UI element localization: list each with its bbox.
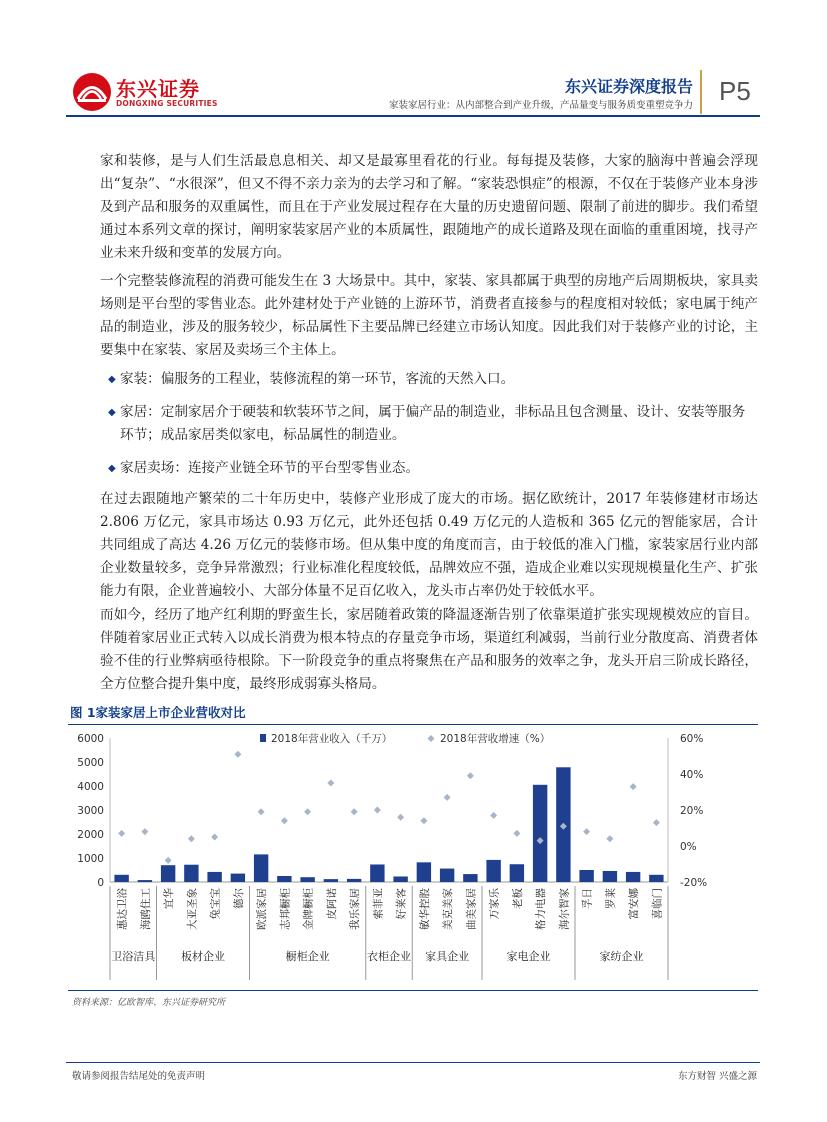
y-right-tick-label: 40% [680,769,704,781]
growth-dot [281,817,288,824]
growth-dot [467,772,474,779]
category-label: 富安娜 [628,888,641,920]
footer-disclaimer: 敬请参阅报告结尾处的免责声明 [72,1071,206,1082]
growth-dot [606,835,613,842]
report-title: 东兴证券深度报告 [564,77,693,96]
category-label: 皮阿诺 [325,888,338,920]
revenue-bar [114,875,128,882]
footer-slogan: 东方财智 兴盛之源 [677,1071,757,1082]
legend-bar-swatch [260,734,266,742]
revenue-bar [370,864,384,882]
y-left-tick-label: 5000 [77,757,104,769]
category-label: 罗莱 [604,888,617,909]
legend-dot-swatch [428,735,435,742]
revenue-bar [393,876,407,882]
company-logo-icon [72,72,112,112]
revenue-bars [114,767,663,882]
revenue-bar [579,870,593,882]
category-label: 好莱客 [395,888,408,920]
paragraph-1: 家和装修，是与人们生活最息息相关、却又是最寡里看花的行业。每每提及装修，大家的脑海中普遍会浮现出“复杂”、“水很深”，但又不得不亲力亲为的去学习和了解。“家装恐惧症”的根源，不仅在于装修产业本身涉及到产品和服务的双重属性，而且在于产业发展过程存在大量的历史遗留问题、限制了前进的脚步。我们希望通过本系列文章的探讨，阐明家装家居产业的本质属性，跟随地产的成长道路及现在面临的重重困境，找寻产业未来升级和变革的发展方向。 [100,153,758,261]
category-label: 我乐家居 [349,888,362,930]
figure-rule-top [68,724,758,725]
group-label: 衣柜企业 [367,950,411,963]
category-label: 惠达卫浴 [116,888,129,930]
chart-axes [110,738,668,980]
revenue-bar [231,874,245,882]
paragraph-4: 而如今，经历了地产红利期的野蛮生长，家居随着政策的降温逐渐告别了依靠渠道扩张实现规模效应的盲目。伴随着家居业正式转入以成长消费为根本特点的存量竞争市场，渠道红利减弱，当前行业分散度高、消费者体验不佳的行业弊病亟待根除。下一阶段竞争的重点将聚焦在产品和服务的效率之争，龙头开启三阶成长路径，全方位整合提升集中度，最终形成弱寡头格局。 [100,607,758,692]
category-label: 索菲亚 [372,888,385,920]
bullet-item: ◆ 家居：定制家居介于硬装和软装环节之间，属于偏产品的制造业，非标品且包含测量、设计、安装等服务环节；成品家居类似家电，标品属性的制造业。 [108,401,758,447]
paragraph-2: 一个完整装修流程的消费可能发生在 3 大场景中。其中，家装、家具都属于典型的房地产后周期板块，家具卖场则是平台型的零售业态。此外建材处于产业链的上游环节，消费者直接参与的程度相对较低；家电属于纯产品的制造业，涉及的服务较少，标品属性下主要品牌已经建立市场认知度。因此我们对于装修产业的讨论，主要集中在家装、家居及卖场三个主体上。 [100,273,758,358]
growth-dot [490,812,497,819]
y-left-tick-label: 4000 [77,781,104,793]
revenue-bar [510,864,524,882]
figure-title: 图 1家装家居上市企业营收对比 [70,705,246,720]
category-label: 格力电器 [535,888,548,930]
growth-dot [583,828,590,835]
bullet-item: ◆ 家装：偏服务的工程业，装修流程的第一环节，客流的天然入口。 [108,368,758,391]
page-number: P5 [719,76,751,106]
y-right-tick-label: 0% [680,841,697,853]
group-label: 家电企业 [506,950,551,963]
revenue-bar [277,876,291,882]
revenue-chart [68,726,758,988]
footer-rule [66,1062,760,1063]
growth-dot [444,794,451,801]
growth-dot [397,814,404,821]
category-label: 曲美家居 [465,888,478,930]
growth-dot [165,857,172,864]
revenue-bar [300,877,314,882]
y-right-tick-label: -20% [680,877,708,889]
growth-dot [188,835,195,842]
growth-dot [211,834,218,841]
category-label: 老板 [511,888,524,909]
header-divider [700,70,702,114]
revenue-bar [649,875,663,882]
revenue-bar [626,872,640,882]
revenue-bar [486,860,500,882]
category-label: 美克美家 [442,888,455,930]
category-label: 万家乐 [488,888,501,920]
growth-dot [374,807,381,814]
growth-dots [118,751,660,864]
growth-dot [653,819,660,826]
y-right-tick-label: 60% [680,733,704,745]
y-left-tick-label: 0 [97,877,104,889]
category-label: 志邦橱柜 [279,888,292,930]
category-label: 欧派家居 [256,888,269,930]
growth-dot [234,751,241,758]
y-left-tick-label: 1000 [77,853,104,865]
revenue-bar [161,865,175,882]
group-label: 卫浴洁具 [111,950,156,963]
group-label: 家纺企业 [599,950,644,963]
revenue-bar [184,865,198,882]
category-label: 宜华 [163,888,176,909]
category-label: 喜临门 [651,888,664,920]
y-right-tick-label: 20% [680,805,704,817]
paragraph-3: 在过去跟随地产繁荣的二十年历史中，装修产业形成了庞大的市场。据亿欧统计，2017 年装修建材市场达 2.806 万亿元，家具市场达 0.93 万亿元，此外还包括 0.49 万亿元的人造板和 365 亿元的智能家居，合计共同组成了高达 4.26 万亿元的装修市场。但从集中度的角度而言，由于较低的准入门槛，家装家居行业内部企业数量较多，竞争异常激烈；行业标准化程度较低，品牌效应不强，造成企业难以实现规模量化生产、扩张能力有限，企业普遍较小、大部分体量不足百亿收入，龙头市占率仍处于较低水平。 [100,491,758,599]
chart-labels [77,733,707,963]
category-label: 大亚圣象 [186,888,199,930]
growth-dot [630,783,637,790]
revenue-bar [603,871,617,882]
logo-english-text: DONGXING SECURITIES [116,99,218,108]
growth-dot [327,780,334,787]
figure-rule-bottom [68,990,758,991]
growth-dot [420,817,427,824]
logo-text: 东兴证券 [116,77,200,101]
growth-dot [118,830,125,837]
header-rule [66,115,760,117]
group-label: 板材企业 [181,950,225,963]
legend-label: 2018年营业收入（千万） [271,733,393,745]
group-label: 橱柜企业 [285,950,330,963]
bullet-diamond-icon: ◆ [108,407,116,418]
y-left-tick-label: 6000 [77,733,104,745]
legend-label: 2018年营收增速（%） [440,733,551,745]
bullet-diamond-icon: ◆ [108,374,116,385]
y-left-tick-label: 2000 [77,829,104,841]
revenue-bar [347,879,361,882]
revenue-bar [138,880,152,882]
growth-dot [513,830,520,837]
category-label: 金牌橱柜 [302,888,315,930]
category-label: 海鸥住工 [139,888,152,930]
bullet-item: ◆ 家居卖场：连接产业链全环节的平台型零售业态。 [108,457,758,480]
revenue-bar [417,862,431,882]
group-label: 家具企业 [425,950,470,963]
growth-dot [258,808,265,815]
chart-legend [260,732,550,745]
revenue-bar [440,869,454,882]
category-label: 敏华控股 [418,888,431,930]
revenue-bar [254,854,268,882]
category-label: 孚日 [581,888,594,909]
y-left-tick-label: 3000 [77,805,104,817]
bullet-diamond-icon: ◆ [108,463,116,474]
figure-source: 资料来源：亿欧智库、东兴证券研究所 [72,998,226,1008]
category-label: 兔宝宝 [209,888,222,920]
revenue-bar [207,872,221,882]
growth-dot [351,808,358,815]
revenue-bar [533,785,547,882]
growth-dot [141,828,148,835]
revenue-bar [463,874,477,882]
category-label: 海尔智家 [558,888,571,930]
growth-dot [304,808,311,815]
report-subtitle: 家装家居行业：从内部整合到产业升级，产品量变与服务质变重塑竞争力 [388,100,693,111]
revenue-bar [324,879,338,882]
category-label: 德尔 [232,888,245,909]
